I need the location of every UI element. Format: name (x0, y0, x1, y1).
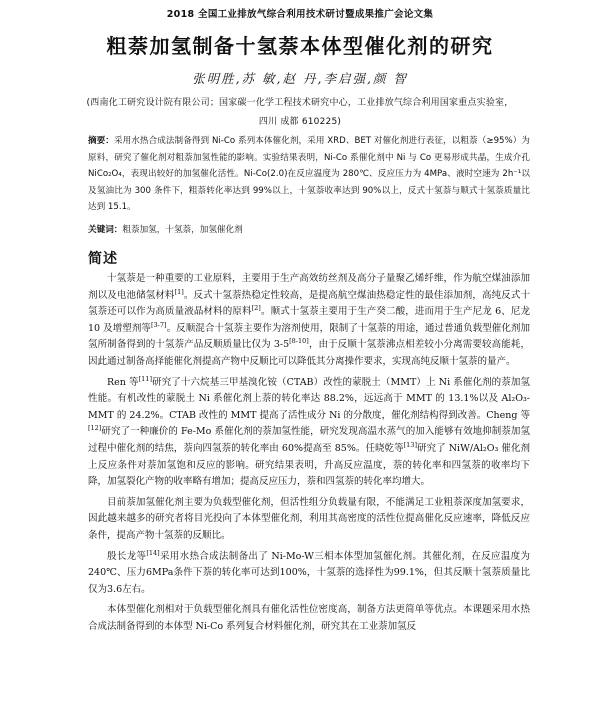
paragraph-text: 。顺式十氢萘主要用于生产癸二酸，进而用于生产尼龙 6、尼龙 10 及增塑剂等 (88, 306, 530, 334)
paragraph-1 (88, 271, 530, 371)
citation: [8-10] (289, 337, 309, 346)
paragraph-4 (88, 549, 530, 599)
citation: [3-7] (151, 320, 167, 329)
affiliation-line-1: (西南化工研究设计院有限公司；国家碳一化学工程技术研究中心，工业排放气综合利用国家重点实验室， (86, 98, 514, 108)
citation: [11] (138, 374, 152, 383)
section-heading: 简述 (88, 251, 118, 267)
paragraph-text: Ren 等 (107, 376, 139, 388)
abstract-label: 摘要： (88, 136, 114, 146)
paragraph-text: 研究了一种廉价的 Fe-Mo 系催化剂的萘加氢性能，研究发现高温水蒸气的加入能够有效地抑制萘加氢过程中催化剂的结焦，萘向四氢萘的转化率由 60%提高至 85%。任晓乾等 (88, 426, 530, 454)
citation: [13] (403, 440, 417, 449)
citation: [1] (174, 287, 184, 296)
keywords (88, 223, 530, 235)
keywords-label: 关键词： (88, 225, 123, 235)
citation: [2] (251, 304, 261, 313)
paragraph-2 (88, 375, 530, 491)
paragraph-text: 。反顺混合十氢萘主要作为溶剂使用，限制了十氢萘的用途，通过普通负载型催化剂加氢所制备得到的十氢萘产品反顺质量比仅为 3-5 (88, 322, 530, 351)
body-text (88, 271, 530, 639)
paragraph-text: 殷长龙等 (107, 550, 147, 562)
affiliation-line-2: 四川 成都 610225) (258, 117, 342, 127)
abstract (88, 133, 530, 216)
keywords-text: 粗萘加氢，十氢萘，加氢催化剂 (122, 225, 243, 235)
paragraph-3: 目前萘加氢催化剂主要为负载型催化剂，但活性组分负载量有限，不能满足工业粗萘深度加氢要求，因此越来越多的研究者将目光投向了本体型催化剂，利用其高密度的活性位提高催化反应速率，降低反应条件，提高产物十氢萘的反顺比。 (88, 496, 530, 541)
running-head: 2018 全国工业排放气综合利用技术研讨暨成果推广会论文集 (166, 9, 434, 20)
paragraph-text: ，由于反顺十氢萘沸点相差较小分离需要较高能耗，因此通过制备高择能催化剂提高产物中反顺比可以降低其分离操作要求，实现高纯反顺十氢萘的量产。 (88, 339, 530, 367)
paragraph-text: 研究了十六烷基三甲基溴化铵（CTAB）改性的蒙脱土（MMT）上 Ni 系催化剂的萘加氢性能。有机改性的蒙脱土 Ni 系催化剂上萘的转化率达 88.2%，远远高于 MMT 的 13.1%以及 Al₂O₃-MMT 的 24.2%。CTAB 改性的 MMT 提高了活性成分 Ni 的分散度，催化剂结构得到改善。Cheng 等 (88, 376, 530, 421)
abstract-text: 采用水热合成法制备得到 Ni-Co 系列本体催化剂，采用 XRD、BET 对催化剂进行表征，以粗萘（≥95%）为原料，研究了催化剂对粗萘加氢性能的影响。实验结果表明，Ni-Co 系催化剂中 Ni 与 Co 更易形成共晶，生成介孔 NiCo₂O₄，表现出较好的加氢催化活性。Ni-Co(2.0)在反应温度为 280℃、反应压力为 4MPa、液时空速为 2h⁻¹以及氢油比为 300 条件下，粗萘转化率达到 99%以上，十氢萘收率达到 90%以上，反式十氢萘与顺式十氢萘质量比达到 15.1。 (88, 136, 530, 213)
paragraph-text: 采用水热合成法制备出了 Ni-Mo-W三相本体型加氢催化剂。其催化剂，在反应温度为240℃、压力6MPa条件下萘的转化率可达到100%，十氢萘的选择性为99.1%，但其反顺十氢萘质量比仅为3.6左右。 (88, 550, 530, 595)
paragraph-text: 十氢萘是一种重要的工业原料，主要用于生产高效纺丝剂及高分子量聚乙烯纤维，作为航空煤油添加剂以及电池储氢材料 (88, 273, 530, 301)
paragraph-text: 。反式十氢萘热稳定性较高，是提高航空煤油热稳定性的最佳添加剂，高纯反式十氢萘还可以作为高质量液晶材料的原料 (88, 289, 530, 318)
paragraph-text: 研究了 NiW/Al₂O₃ 催化剂上反应条件对萘加氢饱和反应的影响。研究结果表明，升高反应温度，萘的转化率和四氢萘的收率均下降，加氢裂化产物的收率略有增加；提高反应压力，萘和四氢萘的转化率均增大。 (88, 442, 530, 488)
author-list: 张明胜,苏 敏,赵 丹,李启强,颜 智 (192, 71, 408, 86)
citation: [12] (88, 424, 102, 433)
citation: [14] (146, 548, 160, 557)
paper-title: 粗萘加氢制备十氢萘本体型催化剂的研究 (106, 34, 494, 58)
affiliation (40, 94, 560, 132)
paragraph-5: 本体型催化剂相对于负载型催化剂具有催化活性位密度高，制备方法更简单等优点。本课题采用水热合成法制备得到的本体型 Ni-Co 系列复合材料催化剂，研究其在工业萘加氢反 (88, 604, 530, 632)
